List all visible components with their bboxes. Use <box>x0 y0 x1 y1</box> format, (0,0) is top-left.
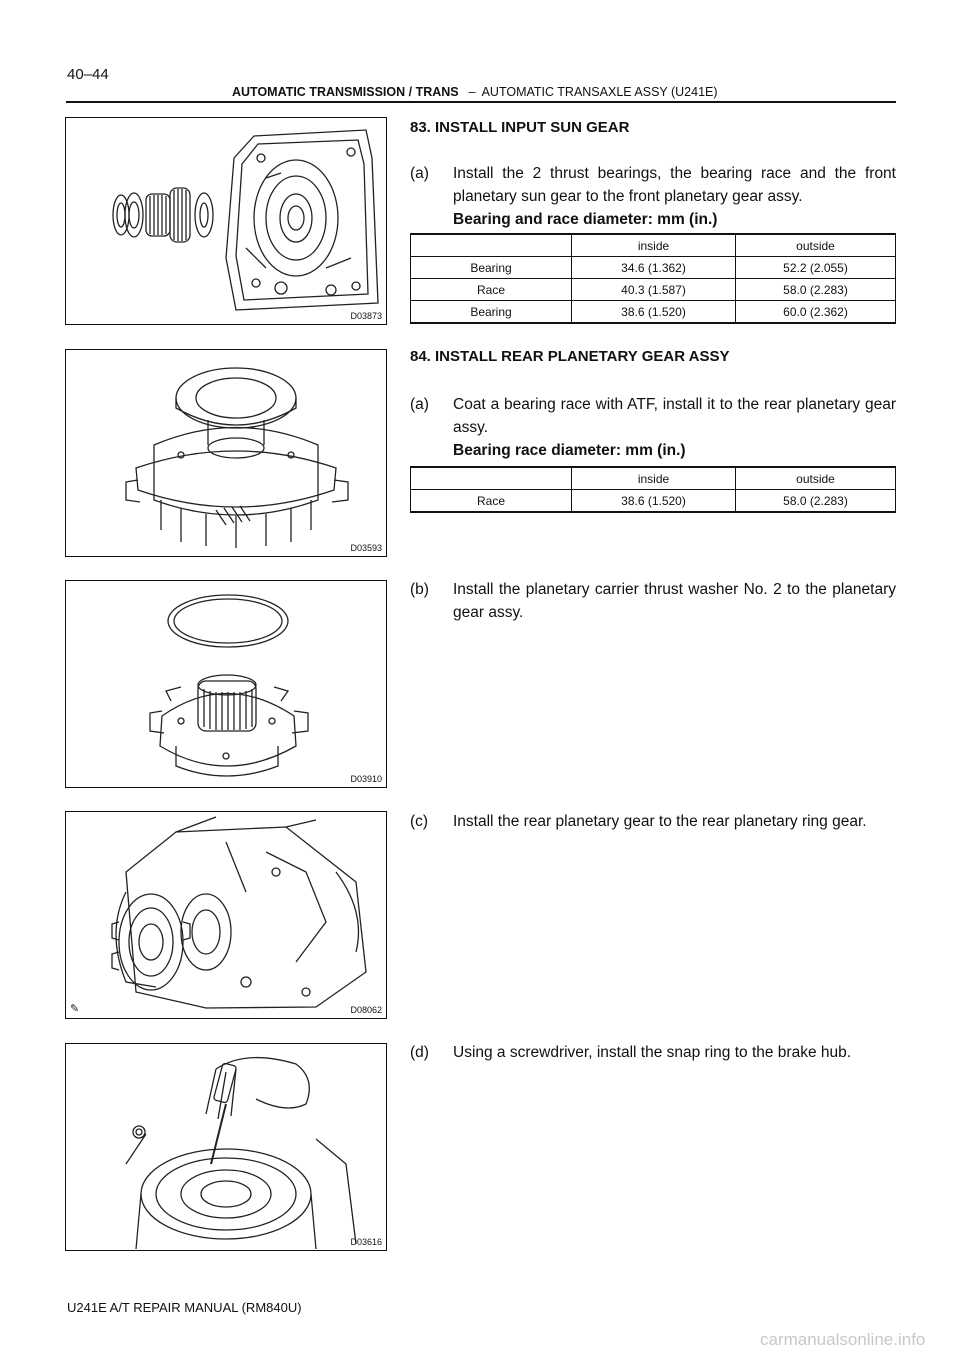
step-84a <box>410 393 896 462</box>
step-84b-text: Install the planetary carrier thrust washer No. 2 to the planetary gear assy. <box>453 581 896 621</box>
step-84c-label: (c) <box>410 813 429 830</box>
figure-thrust-washer <box>65 580 387 788</box>
step-83a-note: Bearing and race diameter: mm (in.) <box>453 211 718 228</box>
header-section: AUTOMATIC TRANSMISSION / TRANS <box>232 85 459 99</box>
table-cell: 58.0 (2.283) <box>736 279 896 301</box>
illustration-snap-ring-installation <box>66 1044 387 1251</box>
table-header-cell: outside <box>736 234 896 257</box>
step-84d-label: (d) <box>410 1044 429 1061</box>
step-84a-note: Bearing race diameter: mm (in.) <box>453 442 686 459</box>
step-84a-text: Coat a bearing race with ATF, install it to the rear planetary gear assy. <box>453 396 896 436</box>
table-cell: 38.6 (1.520) <box>572 301 736 324</box>
figure-mark: ✎ <box>70 1003 80 1015</box>
step-84a-label: (a) <box>410 396 429 413</box>
step-83a <box>410 162 896 231</box>
step-84d <box>410 1041 896 1064</box>
figure-rear-planetary-gear <box>65 349 387 557</box>
table-header-cell: inside <box>572 467 736 490</box>
illustration-thrust-washer <box>66 581 387 788</box>
figure-code: D03910 <box>350 774 382 784</box>
table-cell: Bearing <box>411 301 572 324</box>
table-header-cell <box>411 467 572 490</box>
watermark: carmanualsonline.info <box>760 1330 926 1349</box>
page-number: 40–44 <box>67 66 109 83</box>
illustration-transaxle-case <box>66 812 387 1019</box>
step-84b-label: (b) <box>410 581 429 598</box>
table-row <box>411 301 896 324</box>
step-84b <box>410 578 896 624</box>
table-cell: Race <box>411 490 572 513</box>
table-row <box>411 279 896 301</box>
table-cell: 38.6 (1.520) <box>572 490 736 513</box>
step-84c-text: Install the rear planetary gear to the rear planetary ring gear. <box>453 813 867 830</box>
step-83a-text: Install the 2 thrust bearings, the bearing race and the front planetary sun gear to the front planetary gear assy. <box>453 165 896 205</box>
table-cell: 34.6 (1.362) <box>572 257 736 279</box>
table-bearing-race-diameter <box>410 233 896 324</box>
table-row <box>411 257 896 279</box>
step-83-title: 83. INSTALL INPUT SUN GEAR <box>410 119 630 136</box>
footer-manual-id: U241E A/T REPAIR MANUAL (RM840U) <box>67 1300 302 1315</box>
table-bearing-race-diameter-84 <box>410 466 896 513</box>
figure-input-sun-gear <box>65 117 387 325</box>
header-separator: – <box>468 85 476 99</box>
table-cell: 58.0 (2.283) <box>736 490 896 513</box>
table-cell: 60.0 (2.362) <box>736 301 896 324</box>
figure-code: D03616 <box>350 1237 382 1247</box>
running-header <box>232 85 718 99</box>
table-row <box>411 490 896 513</box>
table-cell: 52.2 (2.055) <box>736 257 896 279</box>
figure-code: D08062 <box>350 1005 382 1015</box>
table-cell: Race <box>411 279 572 301</box>
table-header-cell: outside <box>736 467 896 490</box>
table-header-cell <box>411 234 572 257</box>
step-84d-text: Using a screwdriver, install the snap ring to the brake hub. <box>453 1044 852 1061</box>
figure-code: D03593 <box>350 543 382 553</box>
header-subsection: AUTOMATIC TRANSAXLE ASSY (U241E) <box>481 85 718 99</box>
table-header-cell: inside <box>572 234 736 257</box>
step-84-title: 84. INSTALL REAR PLANETARY GEAR ASSY <box>410 348 730 365</box>
table-cell: Bearing <box>411 257 572 279</box>
figure-rear-planetary-ring-gear <box>65 811 387 1019</box>
illustration-input-sun-gear <box>66 118 387 325</box>
step-83a-label: (a) <box>410 165 429 182</box>
figure-snap-ring <box>65 1043 387 1251</box>
figure-code: D03873 <box>350 311 382 321</box>
illustration-rear-planetary-gear <box>66 350 387 557</box>
header-rule <box>66 101 896 103</box>
table-cell: 40.3 (1.587) <box>572 279 736 301</box>
step-84c <box>410 810 896 833</box>
